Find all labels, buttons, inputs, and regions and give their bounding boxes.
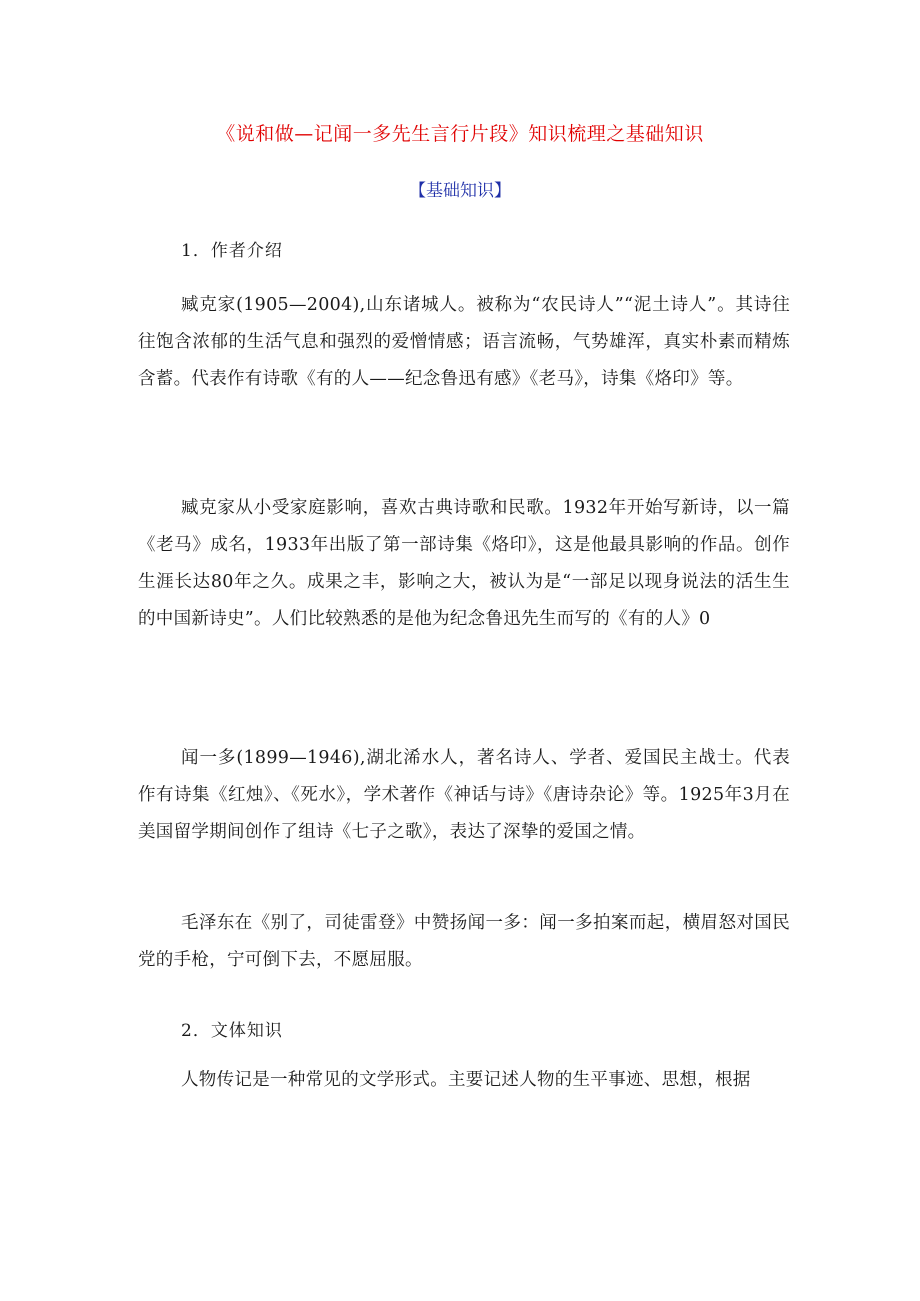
paragraph-zang-kejia-intro: 臧克家(1905—2004),山东诸城人。被称为“农民诗人”“泥土诗人”。其诗往往饱含浓郁的生活气息和强烈的爱憎情感；语言流畅，气势雄浑，真实朴素而精炼含蓄。代表作有诗歌《有的人——纪念鲁迅有感》《老马》，诗集《烙印》等。 bbox=[138, 295, 790, 389]
paragraph-biography-genre: 人物传记是一种常见的文学形式。主要记述人物的生平事迹、思想，根据 bbox=[181, 1070, 751, 1090]
heading-author-intro: 1．作者介绍 bbox=[181, 241, 283, 261]
section-label: 【基础知识】 bbox=[409, 181, 511, 201]
document-title: 《说和做—记闻一多先生言行片段》知识梳理之基础知识 bbox=[216, 123, 704, 145]
paragraph-mao-praise: 毛泽东在《别了，司徒雷登》中赞扬闻一多：闻一多拍案而起，横眉怒对国民党的手枪，宁可倒下去，不愿屈服。 bbox=[138, 913, 790, 970]
paragraph-wen-yiduo-intro: 闻一多(1899—1946),湖北浠水人，著名诗人、学者、爱国民主战士。代表作有诗集《红烛》、《死水》，学术著作《神话与诗》《唐诗杂论》等。1925年3月在美国留学期间创作了组诗《七子之歌》，表达了深挚的爱国之情。 bbox=[138, 748, 790, 842]
heading-genre-knowledge: 2．文体知识 bbox=[181, 1021, 283, 1041]
paragraph-zang-kejia-career: 臧克家从小受家庭影响，喜欢古典诗歌和民歌。1932年开始写新诗，以一篇《老马》成名，1933年出版了第一部诗集《烙印》，这是他最具影响的作品。创作生涯长达80年之久。成果之丰，影响之大，被认为是“一部足以现身说法的活生生的中国新诗史”。人们比较熟悉的是他为纪念鲁迅先生而写的《有的人》0 bbox=[138, 498, 790, 629]
